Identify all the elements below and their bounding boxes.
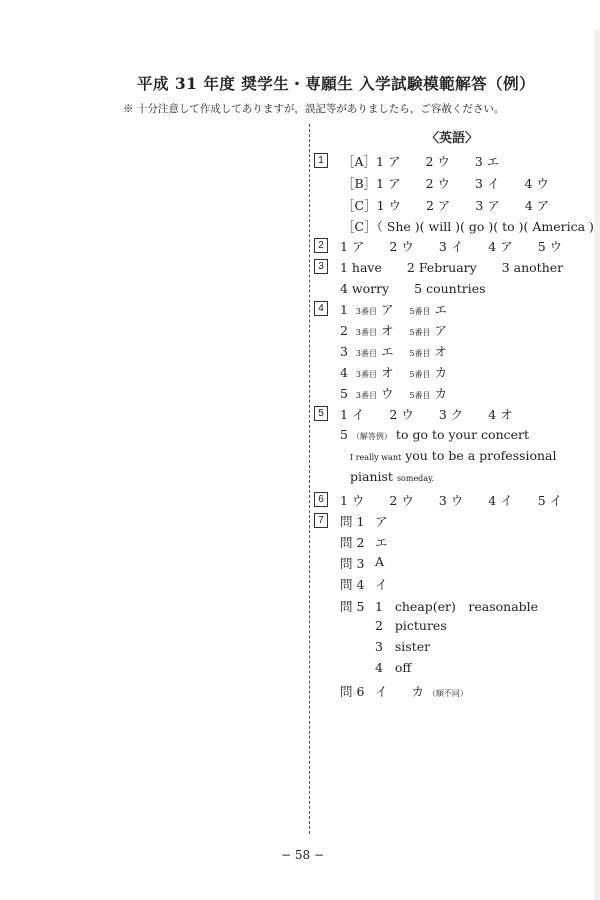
question-3-number: 3	[314, 258, 328, 274]
page-edge-shadow	[594, 30, 600, 900]
q7-question-4-answer: イ	[375, 577, 388, 592]
q4-row: 2 3番目 オ 5番目 ア	[340, 323, 447, 338]
page-title: 平成 31 年度 奨学生・専願生 入学試験模範解答（例）	[137, 74, 536, 93]
q7-q5-item: 3 sister	[375, 639, 431, 654]
q5-example-line3: pianist someday.	[350, 469, 435, 484]
q3-answers-line2: 4 worry 5 countries	[340, 281, 486, 296]
q7-question-5-label: 問 5	[340, 599, 365, 614]
section-title-english: 〈英語〉	[426, 131, 479, 146]
q6-answers: 1 ウ 2 ウ 3 ウ 4 イ 5 イ	[340, 493, 563, 508]
q7-question-6-answer: イ カ （順不同）	[375, 684, 468, 699]
question-2-number: 2	[314, 237, 328, 253]
q7-q5-item: 4 off	[375, 660, 412, 675]
page-number: − 58 −	[281, 848, 325, 862]
q7-q5-item: 1 cheap(er) reasonable	[375, 599, 539, 614]
q1-c-sentence: ［C］（ She )( will )( go )( to )( America )	[342, 219, 594, 234]
q5-example-line2: I really want you to be a professional	[350, 448, 557, 463]
question-5-number: 5	[314, 405, 328, 421]
q7-question-1-answer: ア	[375, 514, 388, 529]
question-6-number: 6	[314, 491, 328, 507]
q4-row: 3 3番目 エ 5番目 オ	[340, 344, 447, 359]
q7-question-2-answer: エ	[375, 535, 388, 550]
q7-question-6-label: 問 6	[340, 684, 365, 699]
q1-b-answers: ［B］1 ア 2 ウ 3 イ 4 ウ	[342, 176, 549, 191]
q7-question-1-label: 問 1	[340, 514, 365, 529]
q7-q5-item: 2 pictures	[375, 618, 447, 633]
q5-answers-line1: 1 イ 2 ウ 3 ク 4 オ	[340, 407, 513, 422]
question-1-number: 1	[314, 152, 328, 168]
q2-answers: 1 ア 2 ウ 3 イ 4 ア 5 ウ	[340, 239, 563, 254]
q4-row: 4 3番目 オ 5番目 カ	[340, 365, 447, 380]
q7-question-3-answer: A	[375, 554, 385, 569]
q1-c-answers: ［C］1 ウ 2 ア 3 ア 4 ア	[342, 198, 550, 213]
disclaimer-note: ※ 十分注意して作成してありますが，誤記等がありましたら，ご容赦ください。	[123, 103, 505, 115]
question-7-number: 7	[314, 512, 328, 528]
q4-row: 1 3番目 ア 5番目 エ	[340, 302, 447, 317]
q4-row: 5 3番目 ウ 5番目 カ	[340, 386, 447, 401]
question-4-number: 4	[314, 300, 328, 316]
q7-question-2-label: 問 2	[340, 535, 365, 550]
column-divider	[309, 124, 310, 834]
q5-example-answer: 5 （解答例） to go to your concert	[340, 427, 530, 442]
q3-answers-line1: 1 have 2 February 3 another	[340, 260, 564, 275]
q7-question-3-label: 問 3	[340, 556, 365, 571]
q7-question-4-label: 問 4	[340, 577, 365, 592]
q1-a-answers: ［A］1 ア 2 ウ 3 エ	[342, 154, 500, 169]
